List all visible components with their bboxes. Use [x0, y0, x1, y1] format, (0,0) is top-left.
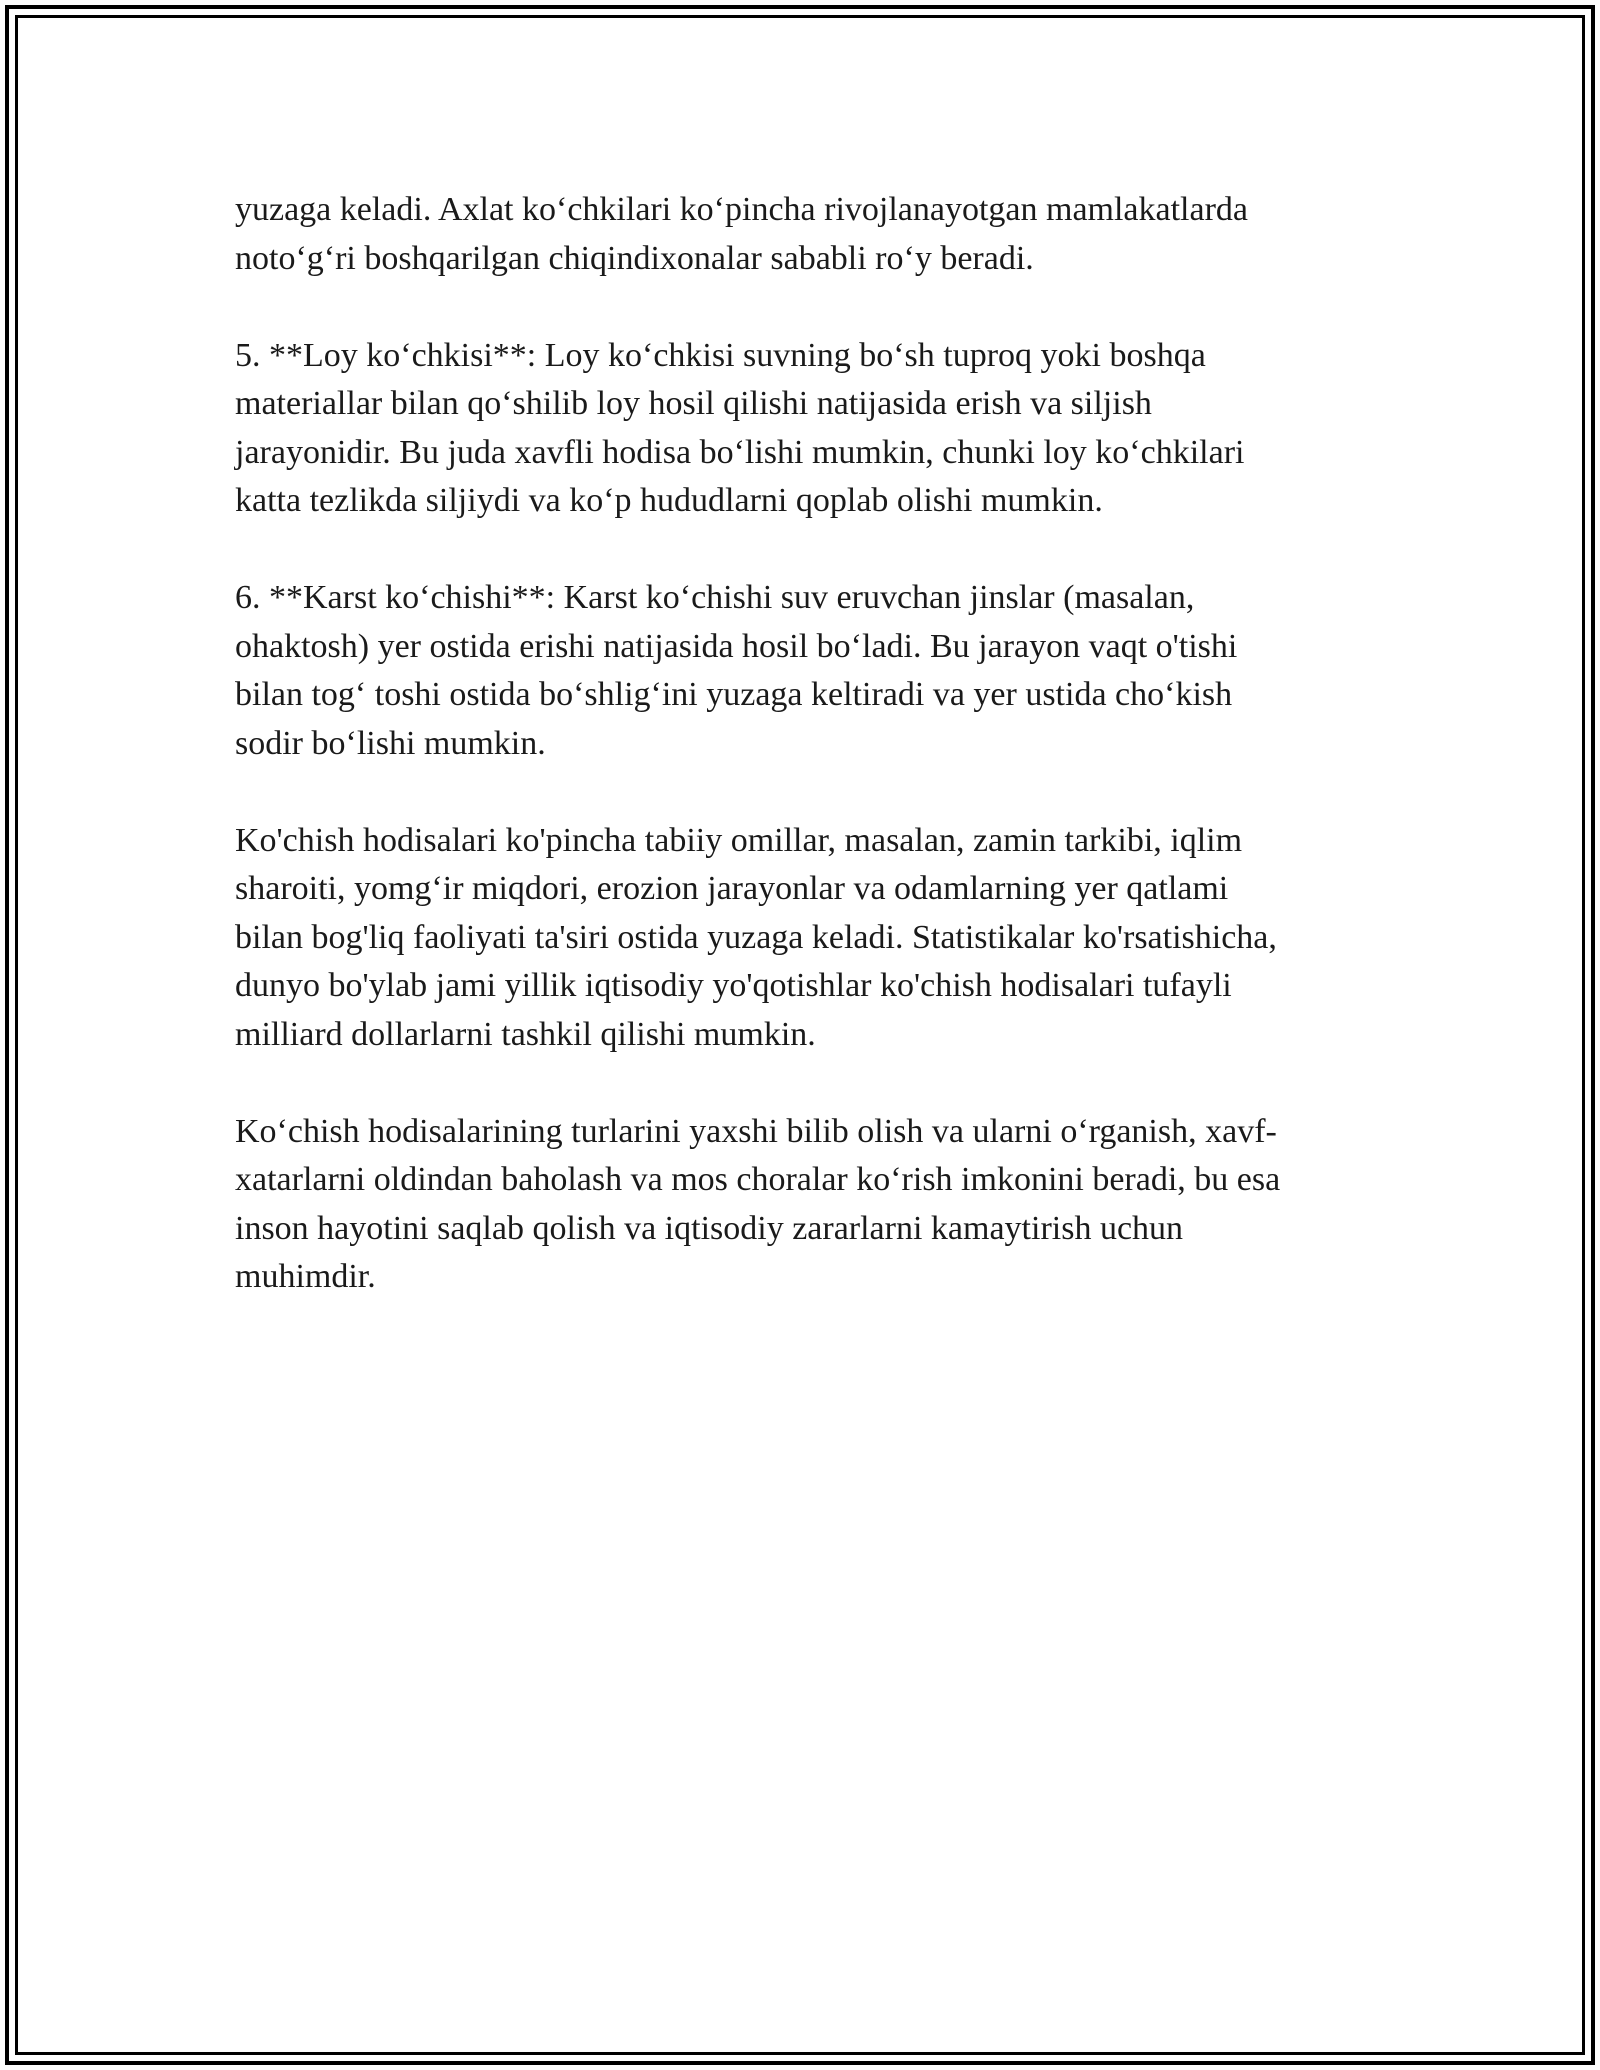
text-line: 5. **Loy ko‘chkisi**: Loy ko‘chkisi suvning bo‘sh tuproq yoki boshqa [235, 336, 1206, 374]
text-line: jarayonidir. Bu juda xavfli hodisa bo‘lishi mumkin, chunki loy ko‘chkilari [235, 433, 1245, 471]
text-line: 6. **Karst ko‘chishi**: Karst ko‘chishi suv eruvchan jinslar (masalan, [235, 579, 1195, 616]
text-line: bilan bog'liq faoliyati ta'siri ostida yuzaga keladi. Statistikalar ko'rsatishicha, [235, 918, 1277, 956]
text-line: sodir bo‘lishi mumkin. [235, 724, 546, 762]
paragraph-4 [235, 817, 1395, 1060]
paragraph-1 [235, 186, 1395, 283]
text-line: yuzaga keladi. Axlat ko‘chkilari ko‘pincha rivojlanayotgan mamlakatlarda [235, 191, 1249, 228]
text-line: dunyo bo'ylab jami yillik iqtisodiy yo'qotishlar ko'chish hodisalari tufayli [235, 967, 1232, 1004]
text-line: noto‘g‘ri boshqarilgan chiqindixonalar sababli ro‘y beradi. [235, 239, 1034, 277]
text-line: katta tezlikda siljiydi va ko‘p hududlarni qoplab olishi mumkin. [235, 482, 1103, 519]
text-line: inson hayotini saqlab qolish va iqtisodiy zararlarni kamaytirish uchun [235, 1209, 1184, 1247]
paragraph-2 [235, 332, 1395, 526]
document-body [235, 186, 1395, 1350]
text-line: Ko‘chish hodisalarining turlarini yaxshi bilib olish va ularni o‘rganish, xavf- [235, 1112, 1277, 1150]
text-line: muhimdir. [235, 1258, 376, 1295]
paragraph-3 [235, 574, 1395, 768]
text-line: milliard dollarlarni tashkil qilishi mumkin. [235, 1015, 816, 1053]
text-line: ohaktosh) yer ostida erishi natijasida hosil bo‘ladi. Bu jarayon vaqt o'tishi [235, 627, 1238, 665]
paragraph-5 [235, 1108, 1395, 1302]
text-line: Ko'chish hodisalari ko'pincha tabiiy omillar, masalan, zamin tarkibi, iqlim [235, 821, 1243, 859]
text-line: sharoiti, yomg‘ir miqdori, erozion jarayonlar va odamlarning yer qatlami [235, 870, 1229, 907]
text-line: materiallar bilan qo‘shilib loy hosil qilishi natijasida erish va siljish [235, 385, 1152, 422]
text-line: xatarlarni oldindan baholash va mos choralar ko‘rish imkonini beradi, bu esa [235, 1161, 1281, 1198]
text-line: bilan tog‘ toshi ostida bo‘shlig‘ini yuzaga keltiradi va yer ustida cho‘kish [235, 676, 1233, 713]
